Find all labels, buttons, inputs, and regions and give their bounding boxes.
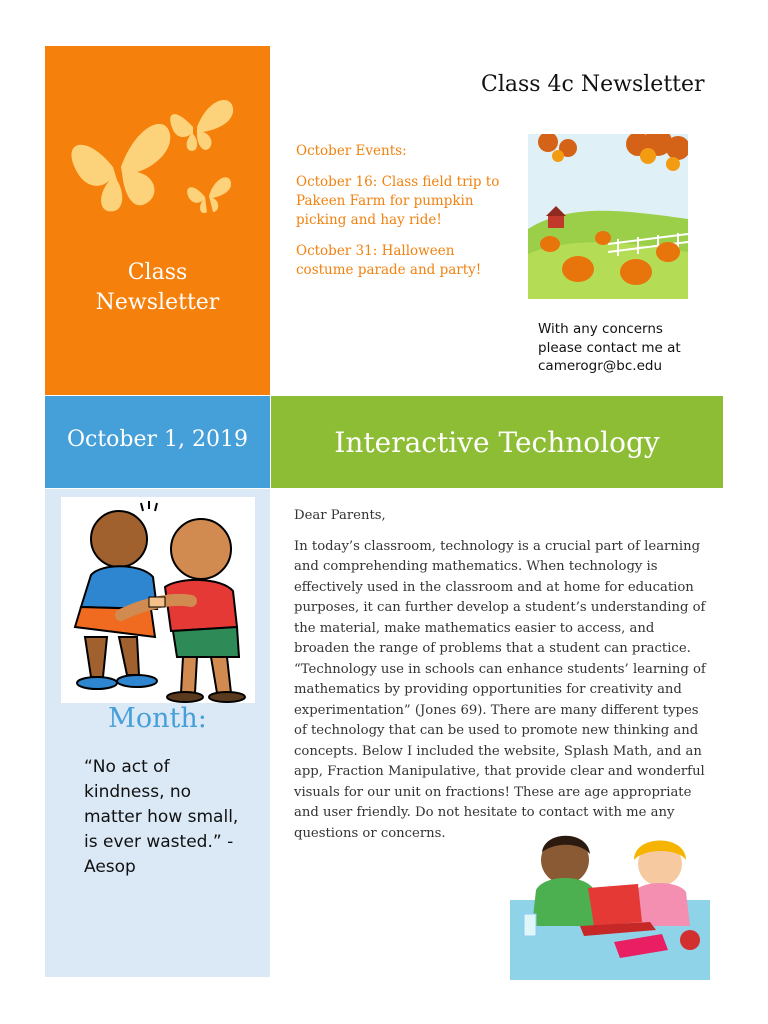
panel-title-line2: Newsletter [95,290,220,315]
header-panel [45,46,270,395]
panel-title-line1: Class [127,260,188,285]
contact-line: With any concerns [538,321,663,337]
sidebar [45,489,270,977]
event-item: October 31: Halloween costume parade and party! [296,243,482,278]
section-title: Interactive Technology [334,426,660,459]
autumn-farm-image [528,134,688,299]
letter-body: In today’s classroom, technology is a crucial part of learning and comprehending mathematics. When technology is effectively used in the classroom and at home for education purposes, it can further develop a student’s understanding of the material, make mathematics easier to access, and broaden the range of problems that a student can practice. “Technology use in schools can enhance students’ learning of mathematics by providing opportunities for creativity and experimentation” (Jones 69). There are many different types of technology that can be used to promote new thinking and concepts. Below I included the website, Splash Math, and an app, Fraction Manipulative, that provide clear and wonderful visuals for our unit on fractions! These are age appropriate and user friendly. Do not hesitate to contact with me any questions or concerns. [294,538,706,841]
month-label: Month: [108,703,207,734]
events-heading: October Events: [296,143,407,159]
month-quote: “No act of kindness, no matter how small, is ever wasted.” -Aesop [84,757,239,877]
date-bar [45,396,270,488]
kids-laptop-image [510,830,710,980]
contact-line: please contact me at [538,339,681,356]
issue-date: October 1, 2019 [66,427,249,452]
event-item: October 16: Class field trip to Pakeen Farm for pumpkin picking and hay ride! [296,174,500,228]
newsletter-title: Class 4c Newsletter [481,72,705,97]
kids-helping-image [61,497,255,703]
panel-title [45,258,270,318]
events-list [296,142,506,292]
section-bar [271,396,723,488]
contact-info [538,320,698,376]
contact-email[interactable]: camerogr@bc.edu [538,358,662,374]
letter-greeting: Dear Parents, [294,508,386,523]
butterflies-icon [65,72,245,222]
